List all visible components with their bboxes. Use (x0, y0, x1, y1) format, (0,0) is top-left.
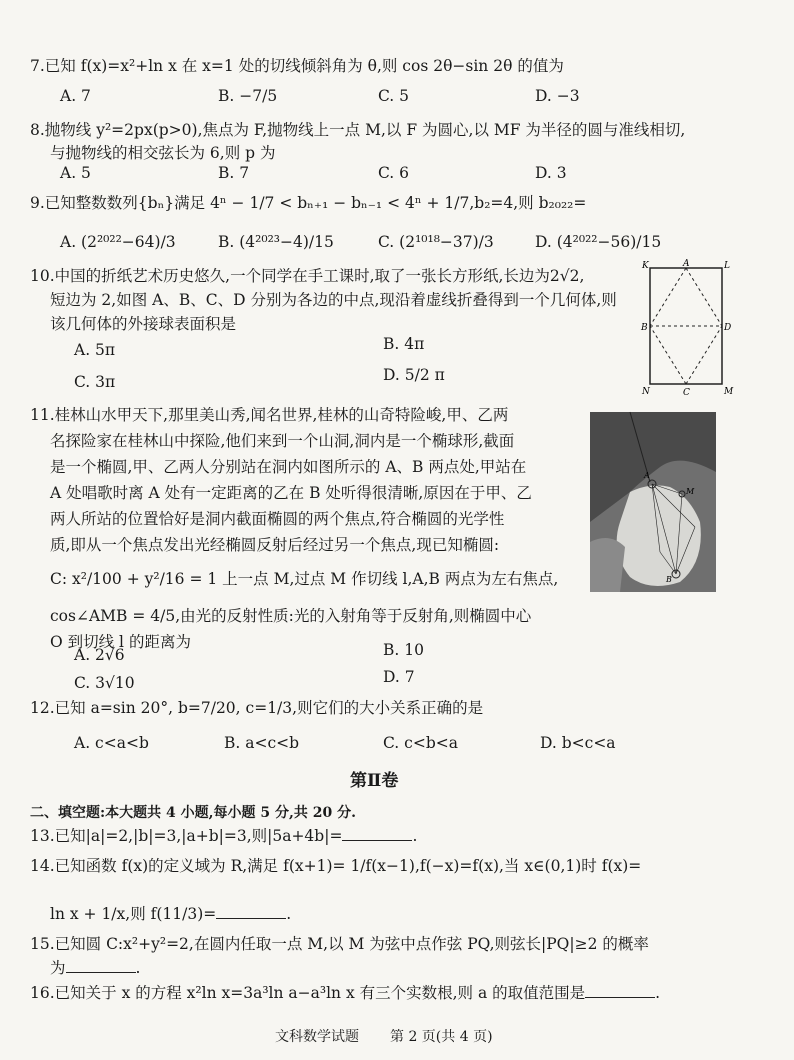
label-a: A (683, 259, 690, 269)
q11-stem-line3: 是一个椭圆,甲、乙两人分别站在洞内如图所示的 A、B 两点处,甲站在 (50, 458, 527, 476)
label-c: C (683, 388, 690, 398)
q11-option-b: B. 10 (383, 641, 424, 659)
q11-cave-figure (590, 412, 716, 592)
label-d: D (724, 323, 732, 333)
label-b: B (641, 323, 648, 333)
label-b: B (666, 575, 672, 584)
q8-option-c: C. 6 (378, 164, 410, 182)
label-m: M (686, 487, 695, 496)
q14-answer-blank (216, 904, 286, 919)
q7-stem: 7.已知 f(x)=x²+ln x 在 x=1 处的切线倾斜角为 θ,则 cos 2θ−sin 2θ 的值为 (30, 57, 564, 75)
q11-stem-line6: 质,即从一个焦点发出光经椭圆反射后经过另一个焦点,现已知椭圆: (50, 536, 500, 554)
q11-option-a: A. 2√6 (74, 646, 125, 664)
label-a: A (644, 471, 650, 480)
q10-option-d: D. 5/2 π (383, 366, 445, 384)
q15-answer-blank (66, 958, 136, 973)
figure-dashed-ad (686, 268, 722, 326)
q15-text: 为 (50, 959, 66, 977)
label-l: L (724, 261, 730, 271)
q12-option-d: D. b<c<a (540, 734, 616, 752)
q8-option-b: B. 7 (218, 164, 250, 182)
figure-dashed-cb (650, 326, 686, 384)
cave-rock-left (590, 538, 625, 592)
label-m: M (724, 387, 734, 397)
q9-option-a: A. (2²⁰²²−64)/3 (60, 233, 176, 251)
q11-option-c: C. 3√10 (74, 674, 135, 692)
q10-option-a: A. 5π (74, 341, 116, 359)
q8-option-a: A. 5 (60, 164, 91, 182)
q10-stem-line2: 短边为 2,如图 A、B、C、D 分别为各边的中点,现沿着虚线折叠得到一个几何体,则 (50, 291, 617, 309)
q7-option-b: B. −7/5 (218, 87, 278, 105)
figure-dashed-ab (650, 268, 686, 326)
q11-option-d: D. 7 (383, 668, 415, 686)
q11-stem-line4: A 处唱歌时离 A 处有一定距离的乙在 B 处听得很清晰,原因在于甲、乙 (50, 484, 532, 502)
q13-answer-blank (342, 826, 412, 841)
part2-title: 第Ⅱ卷 (350, 771, 399, 791)
q8-stem-line2: 与抛物线的相交弦长为 6,则 p 为 (50, 144, 276, 162)
q14-text: ln x + 1/x,则 f(11/3)= (50, 905, 217, 923)
q10-option-b: B. 4π (383, 335, 425, 353)
q16-line: 16.已知关于 x 的方程 x²ln x=3a³ln a−a³ln x 有三个实数根,则 a 的取值范围是 . (30, 984, 661, 1002)
footer-subject: 文科数学试题 (275, 1029, 359, 1045)
label-n: N (642, 387, 650, 397)
q11-stem-line9: O 到切线 l 的距离为 (50, 633, 191, 651)
q12-option-c: C. c<b<a (383, 734, 458, 752)
q12-option-a: A. c<a<b (74, 734, 149, 752)
q12-option-b: B. a<c<b (224, 734, 300, 752)
q16-text: 16.已知关于 x 的方程 x²ln x=3a³ln a−a³ln x 有三个实数根,则 a 的取值范围是 (30, 984, 586, 1002)
q9-option-b: B. (4²⁰²³−4)/15 (218, 233, 334, 251)
q11-stem-line1: 11.桂林山水甲天下,那里美山秀,闻名世界,桂林的山奇特险峻,甲、乙两 (30, 406, 509, 424)
q14-line1: 14.已知函数 f(x)的定义域为 R,满足 f(x+1)= 1/f(x−1),f(−x)=f(x),当 x∈(0,1)时 f(x)= (30, 857, 642, 875)
q16-answer-blank (585, 983, 655, 998)
q11-stem-line8: cos∠AMB = 4/5,由光的反射性质:光的入射角等于反射角,则椭圆中心 (50, 607, 532, 625)
q10-option-c: C. 3π (74, 373, 116, 391)
q15-line1: 15.已知圆 C:x²+y²=2,在圆内任取一点 M,以 M 为弦中点作弦 PQ,则弦长|PQ|≥2 的概率 (30, 935, 649, 953)
q13-text: 13.已知|a|=2,|b|=3,|a+b|=3,则|5a+4b|= (30, 827, 343, 845)
section2-heading: 二、填空题:本大题共 4 小题,每小题 5 分,共 20 分. (30, 805, 356, 821)
q11-stem-line7: C: x²/100 + y²/16 = 1 上一点 M,过点 M 作切线 l,A,B 两点为左右焦点, (50, 570, 559, 588)
q13-line: 13.已知|a|=2,|b|=3,|a+b|=3,则|5a+4b|= . (30, 827, 418, 845)
q10-fold-figure (640, 258, 732, 398)
q15-line2: 为 . (50, 959, 141, 977)
q7-option-c: C. 5 (378, 87, 410, 105)
q14-line2: ln x + 1/x,则 f(11/3)= . (50, 905, 292, 923)
q9-stem: 9.已知整数数列{bₙ}满足 4ⁿ − 1/7 < bₙ₊₁ − bₙ₋₁ < 4ⁿ + 1/7,b₂=4,则 b₂₀₂₂= (30, 194, 587, 212)
q7-option-d: D. −3 (535, 87, 580, 105)
q8-stem-line1: 8.抛物线 y²=2px(p>0),焦点为 F,抛物线上一点 M,以 F 为圆心,以 MF 为半径的圆与准线相切, (30, 121, 686, 139)
q9-option-c: C. (2¹⁰¹⁸−37)/3 (378, 233, 494, 251)
q11-stem-line5: 两人所站的位置恰好是洞内截面椭圆的两个焦点,符合椭圆的光学性 (50, 510, 505, 528)
footer-page: 第 2 页(共 4 页) (390, 1029, 493, 1045)
q10-stem-line1: 10.中国的折纸艺术历史悠久,一个同学在手工课时,取了一张长方形纸,长边为2√2, (30, 267, 585, 285)
figure-dashed-cd (686, 326, 722, 384)
q11-stem-line2: 名探险家在桂林山中探险,他们来到一个山洞,洞内是一个椭球形,截面 (50, 432, 515, 450)
label-k: K (642, 261, 649, 271)
q10-stem-line3: 该几何体的外接球表面积是 (50, 315, 237, 333)
q8-option-d: D. 3 (535, 164, 567, 182)
q9-option-d: D. (4²⁰²²−56)/15 (535, 233, 662, 251)
q12-stem: 12.已知 a=sin 20°, b=7/20, c=1/3,则它们的大小关系正确的是 (30, 699, 484, 717)
q7-option-a: A. 7 (60, 87, 91, 105)
